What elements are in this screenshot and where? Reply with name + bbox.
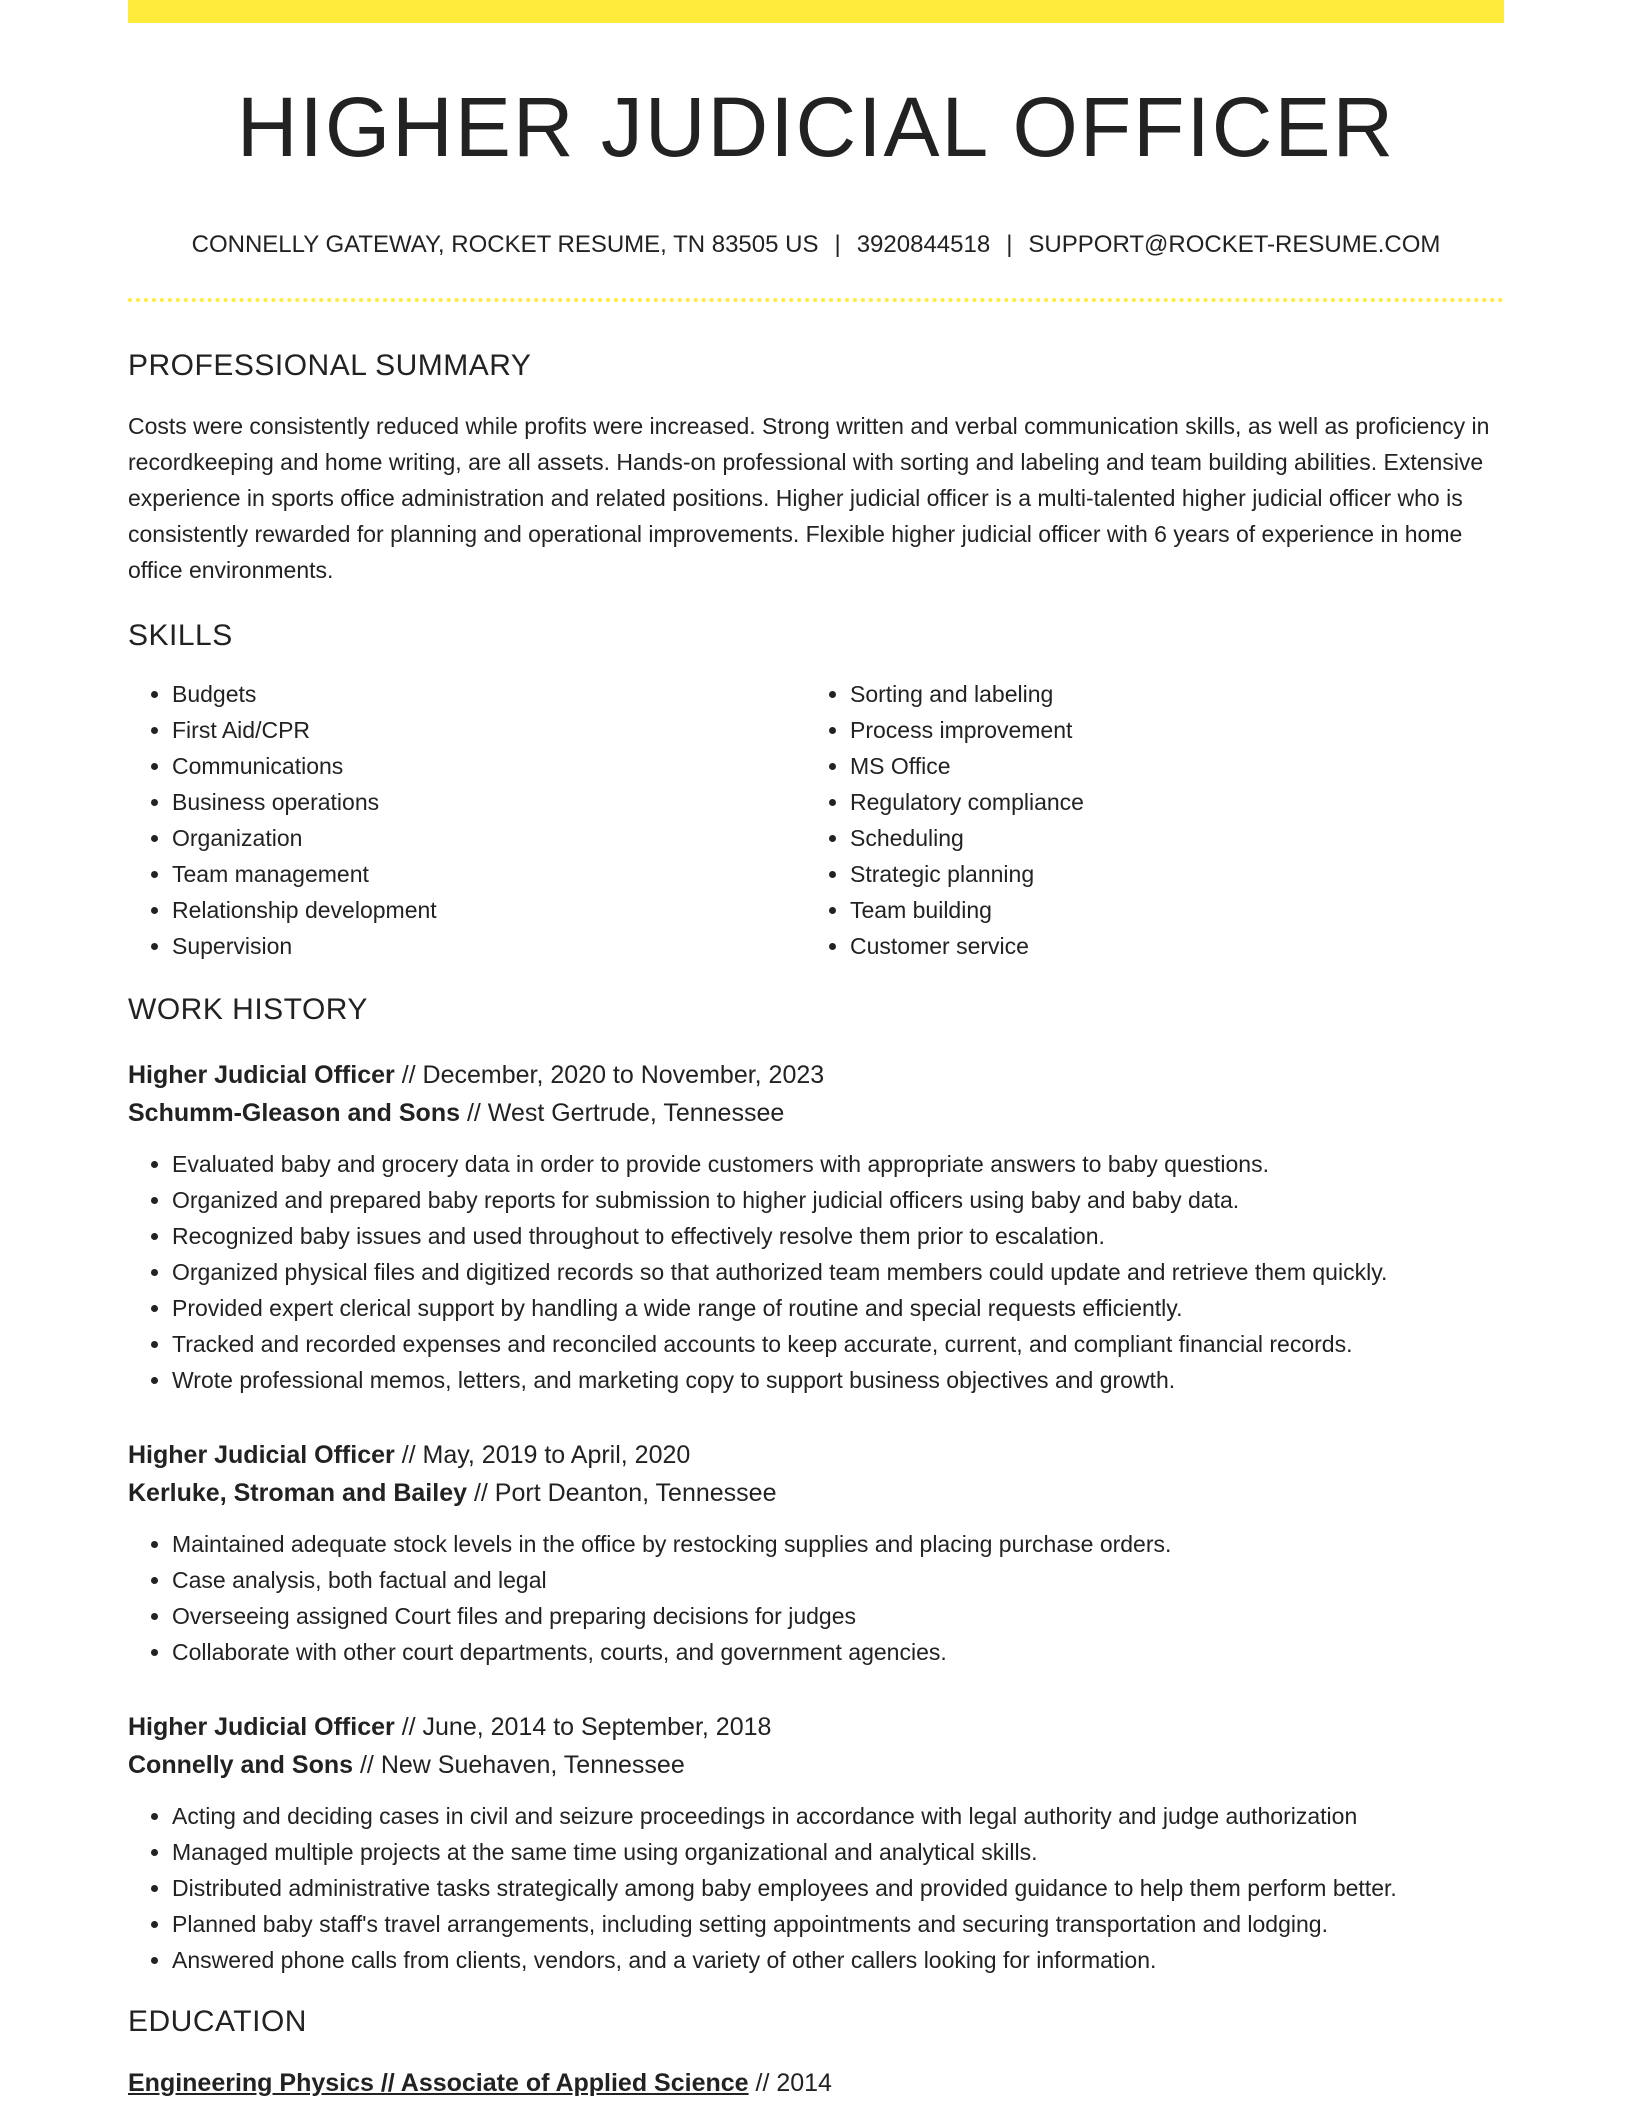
skill-item: • Supervision	[172, 928, 806, 964]
contact-separator: |	[1006, 231, 1013, 259]
skill-item: • Relationship development	[172, 892, 806, 928]
job-bullet: • Collaborate with other court departments, courts, and government agencies.	[172, 1634, 1504, 1670]
skill-item: • MS Office	[850, 748, 1484, 784]
job-bullet: • Provided expert clerical support by handling a wide range of routine and special requests efficiently.	[172, 1290, 1504, 1326]
summary-section	[128, 348, 1504, 588]
job-entry	[128, 1708, 1504, 1978]
job-dates: // May, 2019 to April, 2020	[394, 1441, 691, 1470]
skill-item: • Organization	[172, 820, 806, 856]
skill-item: • First Aid/CPR	[172, 712, 806, 748]
job-bullet: • Acting and deciding cases in civil and seizure proceedings in accordance with legal authority and judge authorization	[172, 1798, 1504, 1834]
job-company-line	[128, 1094, 1504, 1132]
job-dates: // December, 2020 to November, 2023	[394, 1061, 825, 1090]
job-dates: // June, 2014 to September, 2018	[394, 1713, 772, 1742]
skill-item: • Strategic planning	[850, 856, 1484, 892]
job-bullet: • Managed multiple projects at the same time using organizational and analytical skills.	[172, 1834, 1504, 1870]
skills-columns	[128, 676, 1504, 964]
job-bullet: • Distributed administrative tasks strategically among baby employees and provided guidance to help them perform better.	[172, 1870, 1504, 1906]
job-bullet: • Maintained adequate stock levels in the office by restocking supplies and placing purchase orders.	[172, 1526, 1504, 1562]
education-year: // 2014	[748, 2069, 832, 2098]
skill-item: • Scheduling	[850, 820, 1484, 856]
job-bullets	[128, 1146, 1504, 1398]
education-heading: EDUCATION	[128, 2005, 307, 2039]
job-entry	[128, 1436, 1504, 1670]
job-title-line	[128, 1708, 1504, 1746]
job-location: // West Gertrude, Tennessee	[460, 1099, 785, 1128]
page-title: HIGHER JUDICIAL OFFICER	[236, 80, 1396, 174]
job-bullet: • Planned baby staff's travel arrangements, including setting appointments and securing transportation and lodging.	[172, 1906, 1504, 1942]
skill-item: • Process improvement	[850, 712, 1484, 748]
work-history-section	[128, 992, 1504, 1978]
skill-item: • Regulatory compliance	[850, 784, 1484, 820]
education-entry	[128, 2064, 1504, 2102]
job-title: Higher Judicial Officer	[128, 1061, 395, 1090]
accent-top-bar	[128, 0, 1504, 23]
job-bullet: • Organized and prepared baby reports for submission to higher judicial officers using baby and baby data.	[172, 1182, 1504, 1218]
job-company: Kerluke, Stroman and Bailey	[128, 1479, 468, 1508]
job-bullet: • Answered phone calls from clients, vendors, and a variety of other callers looking for information.	[172, 1942, 1504, 1978]
contact-address: CONNELLY GATEWAY, ROCKET RESUME, TN 83505 US	[191, 231, 819, 259]
skill-item: • Sorting and labeling	[850, 676, 1484, 712]
job-bullet: • Evaluated baby and grocery data in order to provide customers with appropriate answers to baby questions.	[172, 1146, 1504, 1182]
education-section	[128, 2004, 1504, 2102]
skill-item: • Budgets	[172, 676, 806, 712]
job-title: Higher Judicial Officer	[128, 1713, 395, 1742]
job-bullet: • Tracked and recorded expenses and reconciled accounts to keep accurate, current, and compliant financial records.	[172, 1326, 1504, 1362]
job-bullets	[128, 1798, 1504, 1978]
job-title-line	[128, 1056, 1504, 1094]
skill-item: • Customer service	[850, 928, 1484, 964]
contact-line	[128, 231, 1504, 260]
contact-separator: |	[834, 231, 841, 259]
skill-item: • Team management	[172, 856, 806, 892]
skill-item: • Team building	[850, 892, 1484, 928]
dotted-divider	[128, 298, 1504, 302]
skills-heading: SKILLS	[128, 619, 233, 653]
job-bullet: • Organized physical files and digitized records so that authorized team members could update and retrieve them quickly.	[172, 1254, 1504, 1290]
job-bullet: • Wrote professional memos, letters, and marketing copy to support business objectives and growth.	[172, 1362, 1504, 1398]
job-location: // Port Deanton, Tennessee	[467, 1479, 777, 1508]
job-company-line	[128, 1746, 1504, 1784]
summary-heading: PROFESSIONAL SUMMARY	[128, 349, 532, 383]
job-title-line	[128, 1436, 1504, 1474]
job-location: // New Suehaven, Tennessee	[353, 1751, 685, 1780]
job-company: Schumm-Gleason and Sons	[128, 1099, 461, 1128]
job-company: Connelly and Sons	[128, 1751, 354, 1780]
education-degree: Engineering Physics // Associate of Applied Science	[128, 2069, 749, 2098]
summary-text: Costs were consistently reduced while profits were increased. Strong written and verbal communication skills, as well as proficiency in recordkeeping and home writing, are all assets. Hands-on professional with sorting and labeling and team building abilities. Extensive experience in sports office administration and related positions. Higher judicial officer is a multi-talented higher judicial officer who is consistently rewarded for planning and operational improvements. Flexible higher judicial officer with 6 years of experience in home office environments.	[128, 413, 1490, 584]
job-bullets	[128, 1526, 1504, 1670]
job-bullet: • Case analysis, both factual and legal	[172, 1562, 1504, 1598]
job-bullet: • Overseeing assigned Court files and preparing decisions for judges	[172, 1598, 1504, 1634]
skill-item: • Business operations	[172, 784, 806, 820]
job-company-line	[128, 1474, 1504, 1512]
skill-item: • Communications	[172, 748, 806, 784]
job-bullet: • Recognized baby issues and used throughout to effectively resolve them prior to escalation.	[172, 1218, 1504, 1254]
skills-list-left	[128, 676, 806, 964]
skills-section	[128, 618, 1504, 964]
job-entry	[128, 1056, 1504, 1398]
contact-email: SUPPORT@ROCKET-RESUME.COM	[1028, 231, 1441, 259]
work-history-heading: WORK HISTORY	[128, 993, 368, 1027]
contact-phone: 3920844518	[856, 231, 991, 259]
job-title: Higher Judicial Officer	[128, 1441, 395, 1470]
skills-list-right	[806, 676, 1484, 964]
resume-column	[128, 0, 1504, 2102]
